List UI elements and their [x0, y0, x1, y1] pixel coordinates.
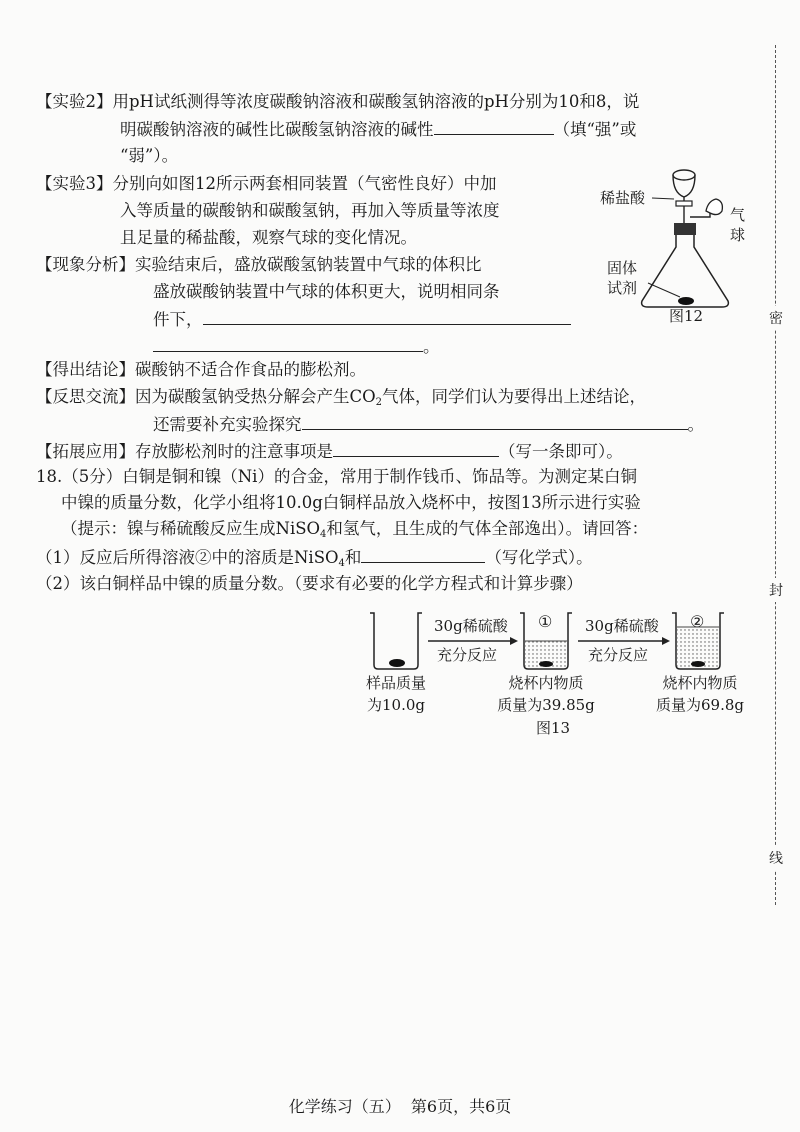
extend-text-a: 存放膨松剂时的注意事项是 — [135, 442, 333, 461]
page-footer: 化学练习（五） 第6页，共6页 — [288, 1097, 512, 1116]
arrow-2-head — [662, 637, 670, 645]
reflect-text2: 还需要补充实验探究 — [153, 415, 302, 434]
reflect-line1 — [36, 385, 646, 415]
analysis-line3 — [153, 307, 571, 332]
fig12-balloon-label-1: 气 — [730, 206, 746, 224]
beaker-1-solid — [539, 661, 553, 667]
fig13-beaker1-caption-2: 质量为39.85g — [497, 696, 595, 714]
reflect-co2-sub: 2 — [375, 397, 383, 408]
exp2-line3 — [120, 144, 178, 168]
fig13-sample-caption — [346, 672, 446, 716]
fig13-beaker2-caption-2: 质量为69.8g — [655, 696, 744, 714]
exp3-tag: 【实验3】 — [36, 174, 113, 193]
q18-sub1-text-b: 和 — [344, 548, 362, 567]
conclusion-text: 碳酸钠不适合作食品的膨松剂。 — [135, 360, 366, 379]
reflect-line2 — [153, 412, 704, 437]
exp2-text2b: （填“强”或 — [553, 120, 637, 139]
fig13-arrow2-top: 30g稀硫酸 — [585, 617, 659, 635]
stopper — [674, 223, 696, 235]
q18-niso4-sub: 4 — [320, 529, 327, 540]
extend-line — [36, 439, 623, 464]
binding-char-feng: 封 — [769, 578, 783, 602]
fig13-arrow1-top: 30g稀硫酸 — [434, 617, 508, 635]
fig13-beaker1-label: ① — [538, 612, 553, 631]
fig13-sample-caption-1: 样品质量 — [365, 674, 426, 692]
fig13-beaker2-caption — [640, 672, 760, 716]
reflect-text2end: 。 — [687, 415, 704, 434]
q18-text3b: 和氢气，且生成的气体全部逸出）。请回答： — [326, 519, 649, 538]
binding-line — [775, 45, 776, 905]
q18-sub2 — [36, 572, 583, 596]
solid-pointer — [648, 283, 680, 297]
exp2-text3: “弱”）。 — [120, 146, 179, 165]
q18-text2: 中镍的质量分数，化学小组将10.0g白铜样品放入烧杯中，按图13所示进行实验 — [61, 493, 641, 512]
fig12-solid-label-1: 固体 — [607, 259, 638, 277]
q18-sub1-niso4-sub: 4 — [338, 558, 345, 569]
beaker-2-solid — [691, 661, 705, 667]
arrow-1-head — [510, 637, 518, 645]
q18-sub1-answer-blank[interactable] — [361, 545, 485, 563]
exp3-line3 — [120, 226, 417, 250]
q18-sub1-text-c: （写化学式）。 — [485, 548, 593, 567]
q18-line2 — [61, 491, 641, 515]
analysis-text2: 盛放碳酸钠装置中气球的体积更大，说明相同条 — [153, 282, 500, 301]
flask-body — [642, 235, 729, 307]
q18-line1 — [36, 465, 637, 489]
sample-solid — [389, 659, 405, 667]
fig13-arrow1-bottom: 充分反应 — [437, 646, 498, 664]
fig12-acid-label: 稀盐酸 — [600, 189, 646, 207]
fig12-caption: 图12 — [669, 307, 704, 325]
reflect-answer-blank[interactable] — [302, 412, 688, 430]
conclusion-line — [36, 358, 366, 382]
exp2-text2: 明碳酸钠溶液的碱性比碳酸氢钠溶液的碱性 — [120, 120, 434, 139]
exp3-text1: 分别向如图12所示两套相同装置（气密性良好）中加 — [112, 174, 497, 193]
q18-sub1-text-a: （1）反应后所得溶液②中的溶质是NiSO — [36, 548, 339, 567]
analysis-tag: 【现象分析】 — [36, 255, 135, 274]
analysis-text4: 。 — [423, 337, 440, 356]
exp3-text2: 入等质量的碳酸钠和碳酸氢钠，再加入等质量等浓度 — [120, 201, 500, 220]
extend-answer-blank[interactable] — [333, 439, 499, 457]
fig13-beaker2-label: ② — [690, 612, 705, 631]
fig13-beaker1-caption — [486, 672, 606, 716]
analysis-text1: 实验结束后，盛放碳酸氢钠装置中气球的体积比 — [135, 255, 482, 274]
exp3-line2 — [120, 199, 500, 223]
exp3-text3: 且足量的稀盐酸，观察气球的变化情况。 — [120, 228, 417, 247]
q18-text3a: （提示：镍与稀硫酸反应生成NiSO — [61, 519, 321, 538]
q18-sub2-text: （2）该白铜样品中镍的质量分数。（要求有必要的化学方程式和计算步骤） — [36, 574, 583, 593]
analysis-answer-blank-2[interactable] — [153, 334, 423, 352]
analysis-line4 — [153, 334, 440, 359]
exp2-line2 — [120, 117, 636, 142]
extend-tag: 【拓展应用】 — [36, 442, 135, 461]
analysis-text3: 件下， — [153, 310, 203, 329]
binding-char-xian: 线 — [769, 846, 783, 870]
funnel-rim — [673, 170, 695, 180]
fig13-beaker1-caption-1: 烧杯内物质 — [508, 674, 584, 692]
reflect-text1a: 因为碳酸氢钠受热分解会产生CO — [135, 387, 376, 406]
acid-pointer — [652, 198, 674, 199]
extend-text-b: （写一条即可）。 — [499, 442, 623, 461]
fig12-solid-label-2: 试剂 — [607, 279, 638, 297]
exp3-line1 — [36, 172, 497, 196]
stopcock — [676, 201, 692, 206]
exp2-answer-blank[interactable] — [434, 117, 554, 135]
exp2-line1 — [36, 90, 639, 114]
analysis-answer-blank[interactable] — [203, 307, 571, 325]
analysis-line2 — [153, 280, 500, 304]
q18-text1: 18.（5分）白铜是铜和镍（Ni）的合金，常用于制作钱币、饰品等。为测定某白铜 — [36, 467, 637, 486]
reflect-text1b: 气体，同学们认为要得出上述结论， — [382, 387, 647, 406]
reflect-tag: 【反思交流】 — [36, 387, 135, 406]
q18-line3 — [61, 517, 648, 547]
fig13-arrow2-bottom: 充分反应 — [588, 646, 649, 664]
fig12-balloon-label-2: 球 — [730, 226, 746, 244]
conclusion-tag: 【得出结论】 — [36, 360, 135, 379]
fig13-caption: 图13 — [536, 719, 571, 737]
fig13-sample-caption-2: 为10.0g — [366, 696, 425, 714]
fig13-beaker2-caption-1: 烧杯内物质 — [662, 674, 738, 692]
exp2-tag: 【实验2】 — [36, 92, 113, 111]
binding-char-mi: 密 — [769, 306, 783, 330]
exp2-text1: 用pH试纸测得等浓度碳酸钠溶液和碳酸氢钠溶液的pH分别为10和8，说 — [112, 92, 640, 111]
analysis-line1 — [36, 253, 482, 277]
balloon — [706, 199, 722, 215]
